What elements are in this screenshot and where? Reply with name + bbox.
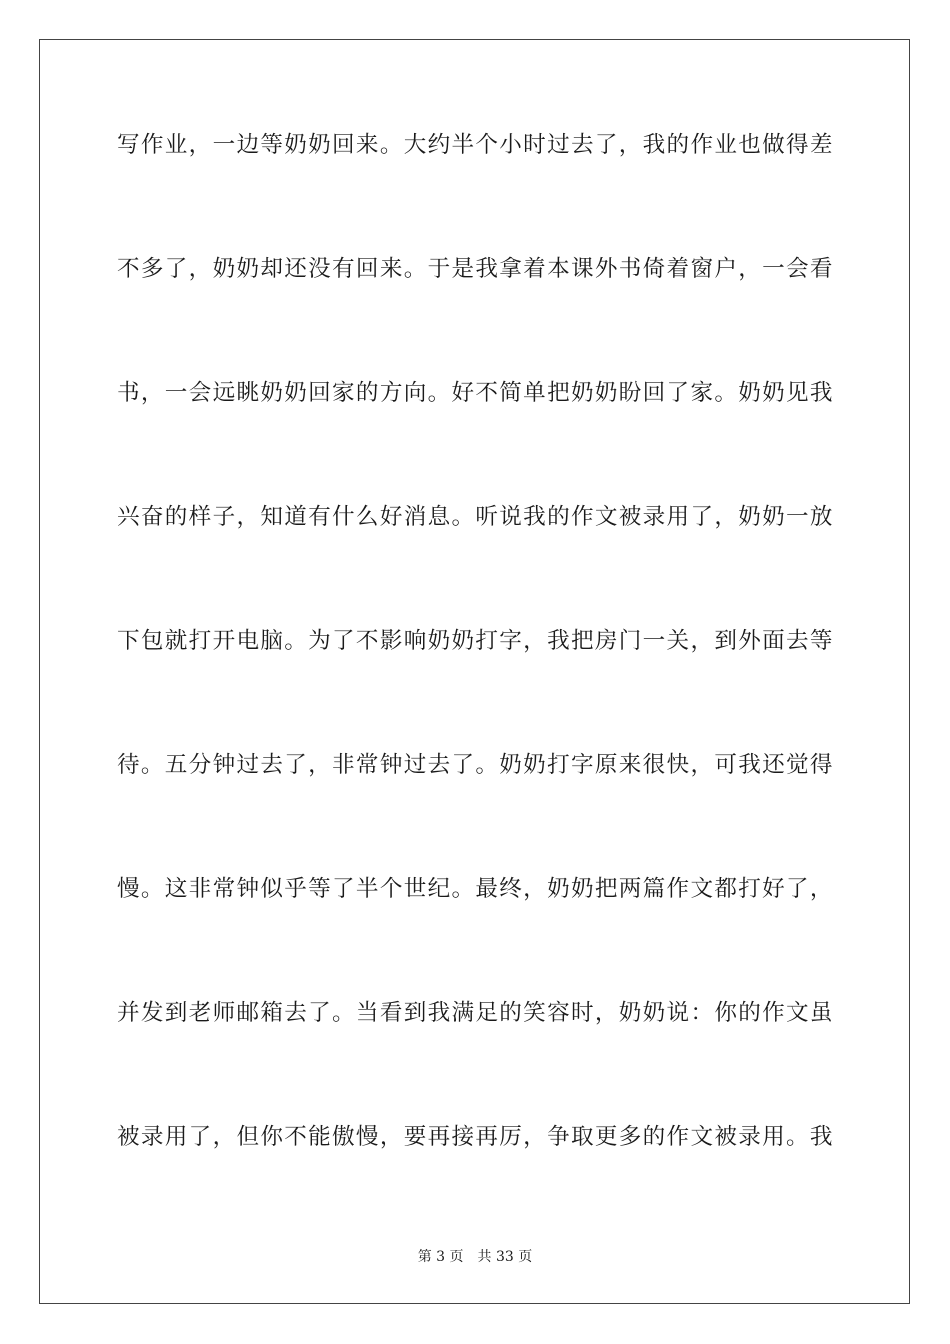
page-number: 第 3 页	[417, 1249, 464, 1265]
text-line: 下包就打开电脑。为了不影响奶奶打字，我把房门一关，到外面去等	[117, 628, 833, 654]
text-line: 慢。这非常钟似乎等了半个世纪。最终，奶奶把两篇作文都打好了，	[117, 876, 833, 902]
text-line: 并发到老师邮箱去了。当看到我满足的笑容时，奶奶说：你的作文虽	[117, 1000, 833, 1026]
page-total: 共 33 页	[477, 1249, 533, 1265]
text-line: 被录用了，但你不能傲慢，要再接再厉，争取更多的作文被录用。我	[117, 1124, 833, 1150]
text-line: 书，一会远眺奶奶回家的方向。好不简单把奶奶盼回了家。奶奶见我	[117, 380, 833, 406]
page-footer	[0, 1248, 950, 1266]
text-line: 不多了，奶奶却还没有回来。于是我拿着本课外书倚着窗户，一会看	[117, 256, 833, 282]
text-line: 兴奋的样子，知道有什么好消息。听说我的作文被录用了，奶奶一放	[117, 504, 833, 530]
text-line: 待。五分钟过去了，非常钟过去了。奶奶打字原来很快，可我还觉得	[117, 752, 833, 778]
page-border	[39, 39, 910, 1304]
text-line: 写作业，一边等奶奶回来。大约半个小时过去了，我的作业也做得差	[117, 132, 833, 158]
